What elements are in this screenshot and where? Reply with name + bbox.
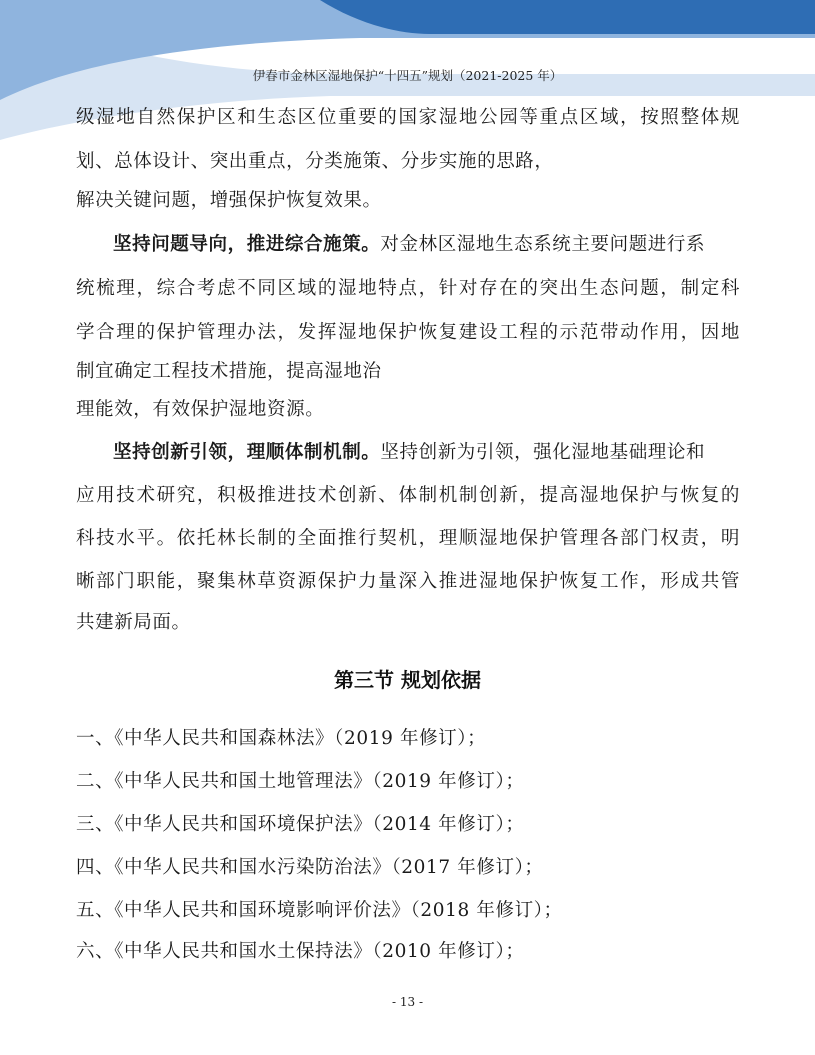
- para1-line2: 划、总体设计、突出重点，分类施策、分步实施的思路，: [76, 151, 554, 172]
- basis-item: 五、《中华人民共和国环境影响评价法》（2018 年修订）；: [76, 900, 563, 921]
- para3-line1: [113, 441, 705, 465]
- para3-line4: 晰部门职能，聚集林草资源保护力量深入推进湿地保护恢复工作，形成共管: [76, 571, 740, 592]
- para2-lead: 坚持问题导向，推进综合施策。: [113, 234, 381, 255]
- para3-line1-rest: 坚持创新为引领，强化湿地基础理论和: [380, 442, 706, 463]
- running-header: 伊春市金林区湿地保护“十四五”规划（2021-2025 年）: [252, 68, 563, 83]
- para1-line1: 级湿地自然保护区和生态区位重要的国家湿地公园等重点区域，按照整体规: [76, 107, 740, 128]
- para3-lead: 坚持创新引领，理顺体制机制。: [113, 442, 381, 463]
- para2-line1: [113, 233, 705, 257]
- para3-line5: 共建新局面。: [76, 612, 191, 633]
- basis-item: 三、《中华人民共和国环境保护法》（2014 年修订）；: [76, 814, 525, 835]
- para2-line2: 统梳理，综合考虑不同区域的湿地特点，针对存在的突出生态问题，制定科: [76, 278, 740, 299]
- basis-item: 四、《中华人民共和国水污染防治法》（2017 年修订）；: [76, 857, 544, 878]
- para2-line1-rest: 对金林区湿地生态系统主要问题进行系: [380, 234, 706, 255]
- para2-line5: 理能效，有效保护湿地资源。: [76, 399, 325, 420]
- section-title: 第三节 规划依据: [334, 668, 481, 692]
- page-number: - 13 -: [391, 995, 423, 1009]
- basis-item: 一、《中华人民共和国森林法》（2019 年修订）；: [76, 728, 487, 749]
- basis-item: 六、《中华人民共和国水土保持法》（2010 年修订）；: [76, 941, 525, 962]
- para2-line4: 制宜确定工程技术措施，提高湿地治: [76, 361, 382, 382]
- para2-line3: 学合理的保护管理办法，发挥湿地保护恢复建设工程的示范带动作用，因地: [76, 322, 740, 343]
- para1-line3: 解决关键问题，增强保护恢复效果。: [76, 190, 382, 211]
- para3-line2: 应用技术研究，积极推进技术创新、体制机制创新，提高湿地保护与恢复的: [76, 485, 740, 506]
- header-band-dark: [320, 0, 815, 34]
- para3-line3: 科技水平。依托林长制的全面推行契机，理顺湿地保护管理各部门权责，明: [76, 528, 740, 549]
- basis-item: 二、《中华人民共和国土地管理法》（2019 年修订）；: [76, 771, 525, 792]
